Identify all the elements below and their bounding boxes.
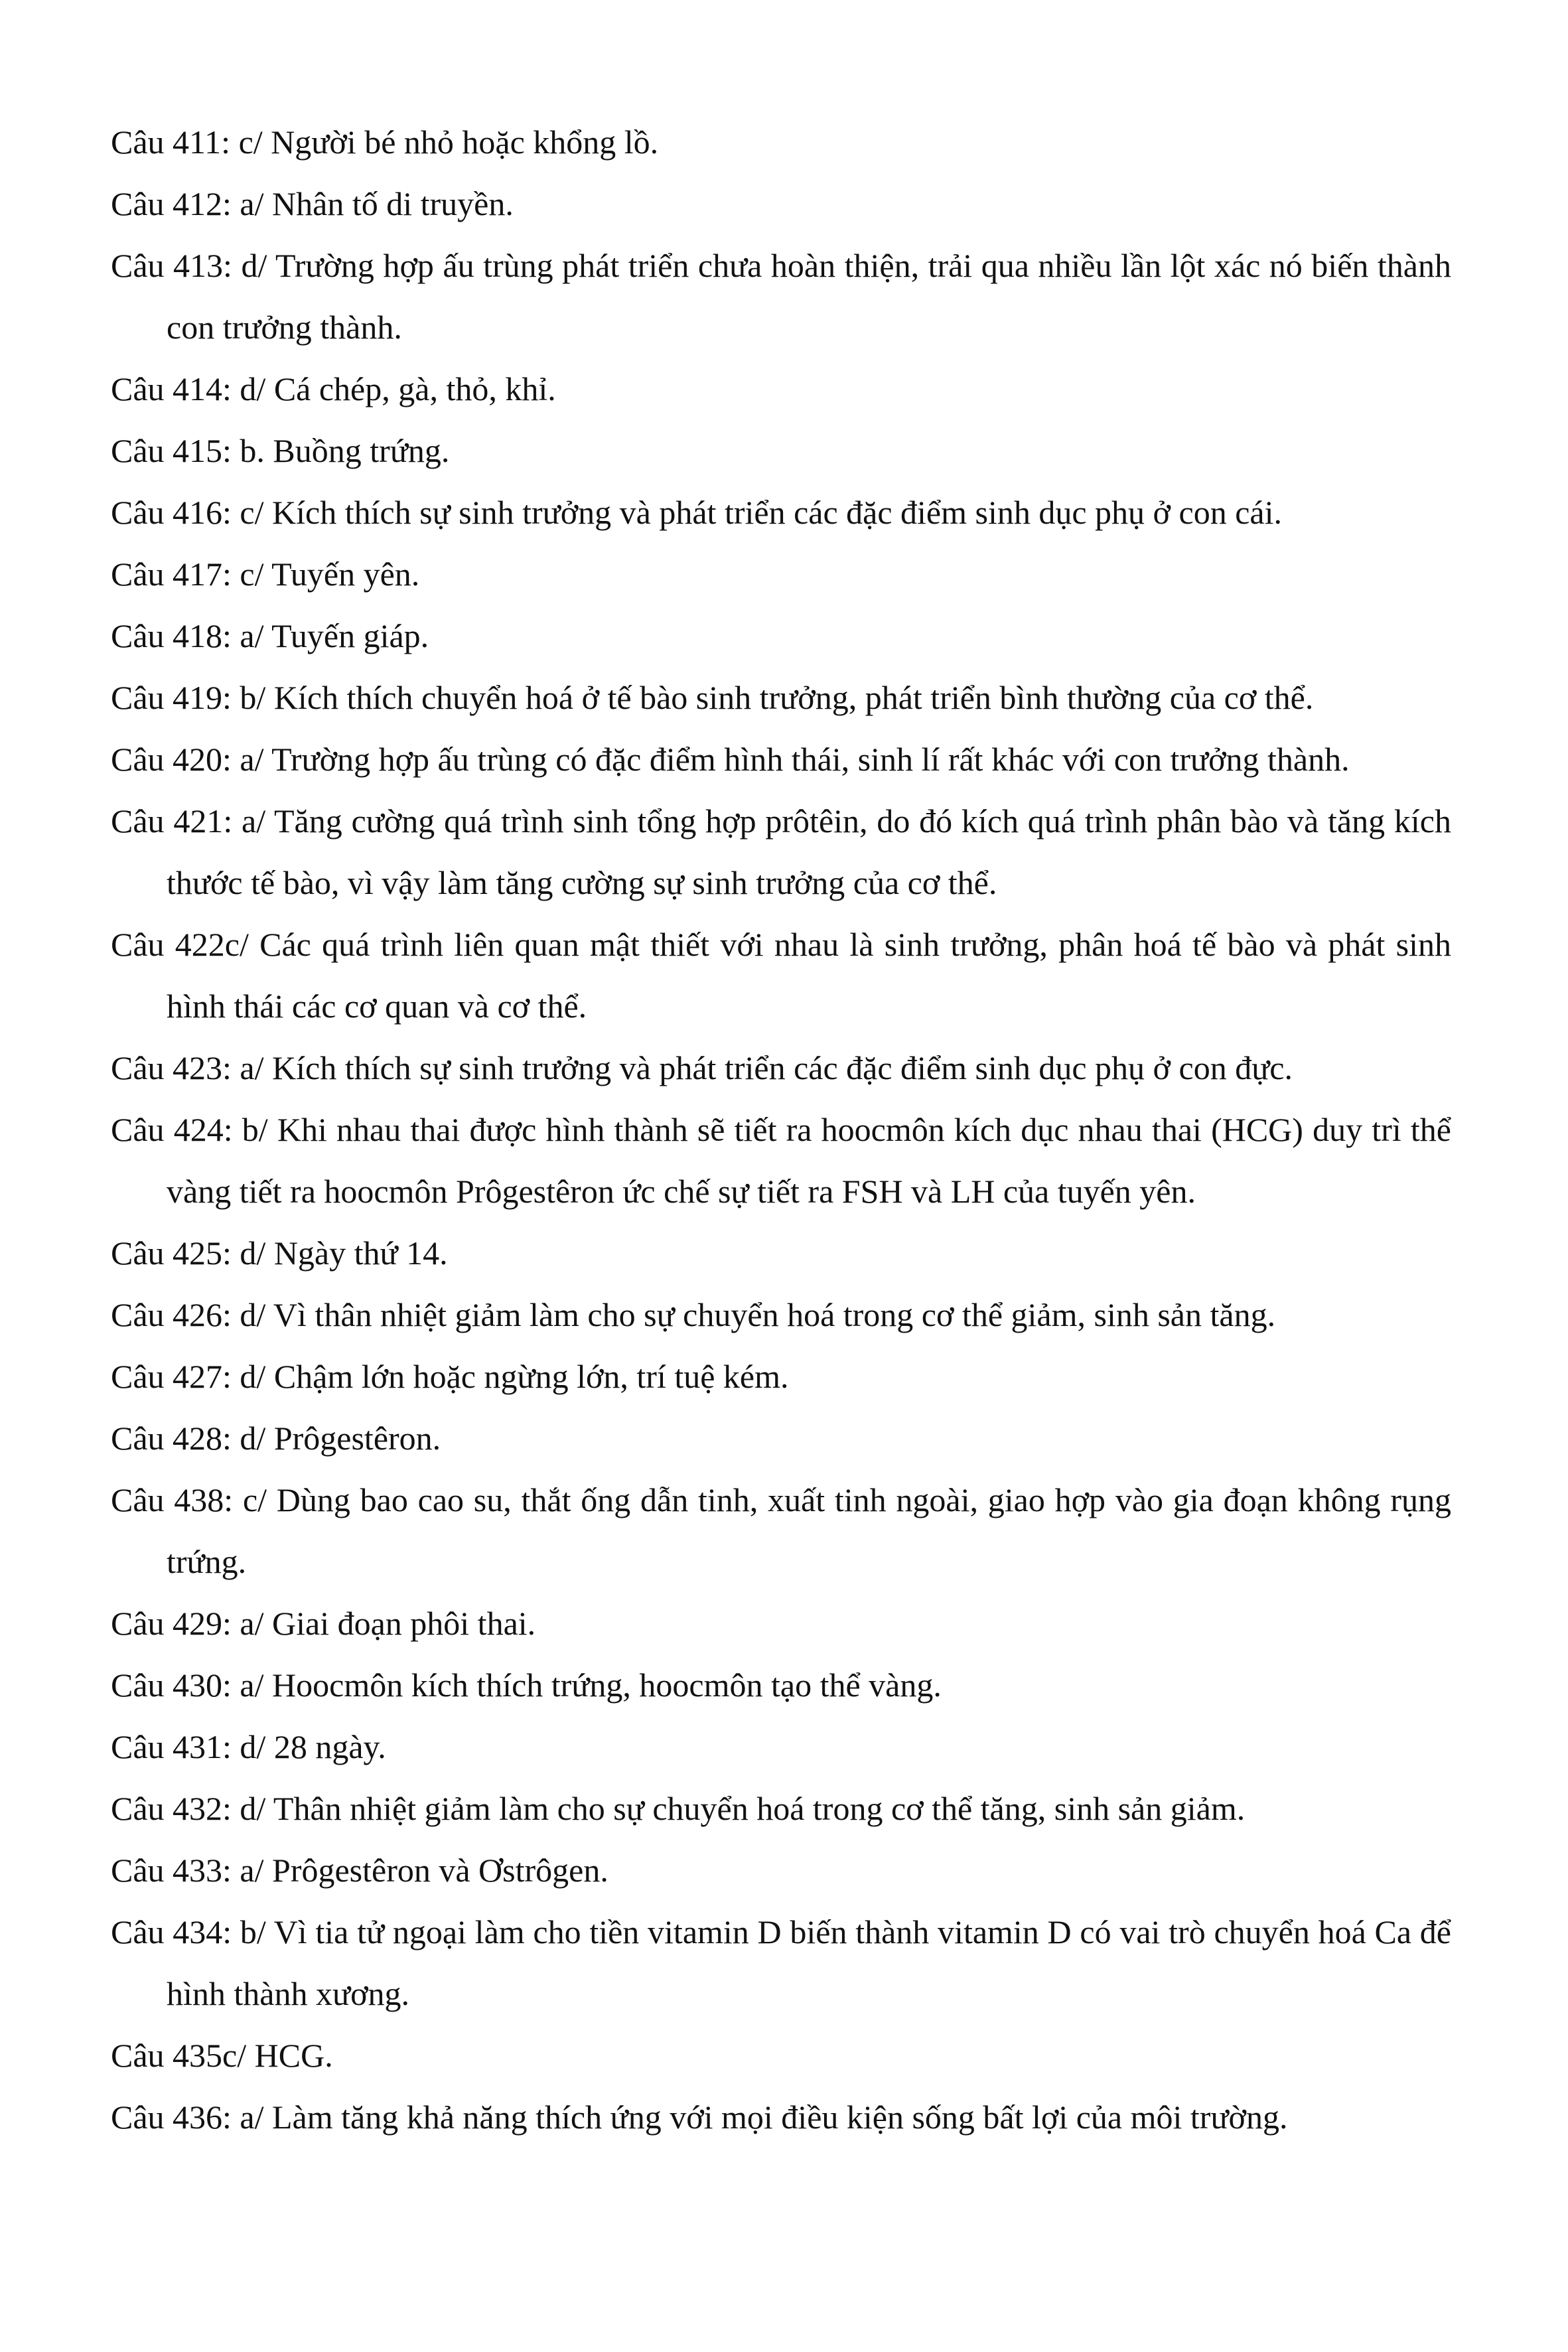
answer-432: Câu 432: d/ Thân nhiệt giảm làm cho sự chuyển hoá trong cơ thể tăng, sinh sản giảm. [111, 1790, 1246, 1827]
answer-list [111, 111, 1451, 2148]
answer-411: Câu 411: c/ Người bé nhỏ hoặc khổng lồ. [111, 123, 659, 161]
answer-430: Câu 430: a/ Hoocmôn kích thích trứng, hoocmôn tạo thể vàng. [111, 1666, 942, 1704]
answer-418: Câu 418: a/ Tuyến giáp. [111, 617, 429, 654]
answer-425: Câu 425: d/ Ngày thứ 14. [111, 1234, 448, 1272]
answer-423: Câu 423: a/ Kích thích sự sinh trưởng và phát triển các đặc điểm sinh dục phụ ở con đực. [111, 1049, 1293, 1086]
answer-421: Câu 421: a/ Tăng cường quá trình sinh tổng hợp prôtêin, do đó kích quá trình phân bào và tăng kích thước tế bào, vì vậy làm tăng cường sự sinh trưởng của cơ thể. [111, 802, 1451, 901]
answer-422: Câu 422c/ Các quá trình liên quan mật thiết với nhau là sinh trưởng, phân hoá tế bào và phát sinh hình thái các cơ quan và cơ thể. [111, 926, 1451, 1025]
answer-417: Câu 417: c/ Tuyến yên. [111, 555, 420, 593]
answer-431: Câu 431: d/ 28 ngày. [111, 1728, 386, 1765]
answer-415: Câu 415: b. Buồng trứng. [111, 432, 450, 469]
answer-412: Câu 412: a/ Nhân tố di truyền. [111, 185, 514, 222]
answer-428: Câu 428: d/ Prôgestêron. [111, 1420, 441, 1457]
answer-420: Câu 420: a/ Trường hợp ấu trùng có đặc điểm hình thái, sinh lí rất khác với con trưởng thành. [111, 741, 1350, 778]
answer-413: Câu 413: d/ Trường hợp ấu trùng phát triển chưa hoàn thiện, trải qua nhiều lần lột xác nó biến thành con trưởng thành. [111, 247, 1451, 346]
answer-429: Câu 429: a/ Giai đoạn phôi thai. [111, 1605, 536, 1642]
answer-414: Câu 414: d/ Cá chép, gà, thỏ, khỉ. [111, 370, 556, 407]
answer-436: Câu 436: a/ Làm tăng khả năng thích ứng với mọi điều kiện sống bất lợi của môi trường. [111, 2098, 1288, 2136]
answer-433: Câu 433: a/ Prôgestêron và Ơstrôgen. [111, 1852, 608, 1889]
answer-416: Câu 416: c/ Kích thích sự sinh trưởng và phát triển các đặc điểm sinh dục phụ ở con cái. [111, 494, 1282, 531]
answer-434: Câu 434: b/ Vì tia tử ngoại làm cho tiền vitamin D biến thành vitamin D có vai trò chuyển hoá Ca để hình thành xương. [111, 1913, 1451, 2012]
answer-419: Câu 419: b/ Kích thích chuyển hoá ở tế bào sinh trưởng, phát triển bình thường của cơ thể. [111, 679, 1314, 716]
answer-426: Câu 426: d/ Vì thân nhiệt giảm làm cho sự chuyển hoá trong cơ thể giảm, sinh sản tăng. [111, 1296, 1276, 1333]
answer-435: Câu 435c/ HCG. [111, 2037, 333, 2074]
answer-438: Câu 438: c/ Dùng bao cao su, thắt ống dẫn tinh, xuất tinh ngoài, giao hợp vào gia đoạn không rụng trứng. [111, 1481, 1451, 1580]
answer-424: Câu 424: b/ Khi nhau thai được hình thành sẽ tiết ra hoocmôn kích dục nhau thai (HCG) duy trì thể vàng tiết ra hoocmôn Prôgestêron ức chế sự tiết ra FSH và LH của tuyến yên. [111, 1111, 1451, 1210]
answer-427: Câu 427: d/ Chậm lớn hoặc ngừng lớn, trí tuệ kém. [111, 1358, 789, 1395]
